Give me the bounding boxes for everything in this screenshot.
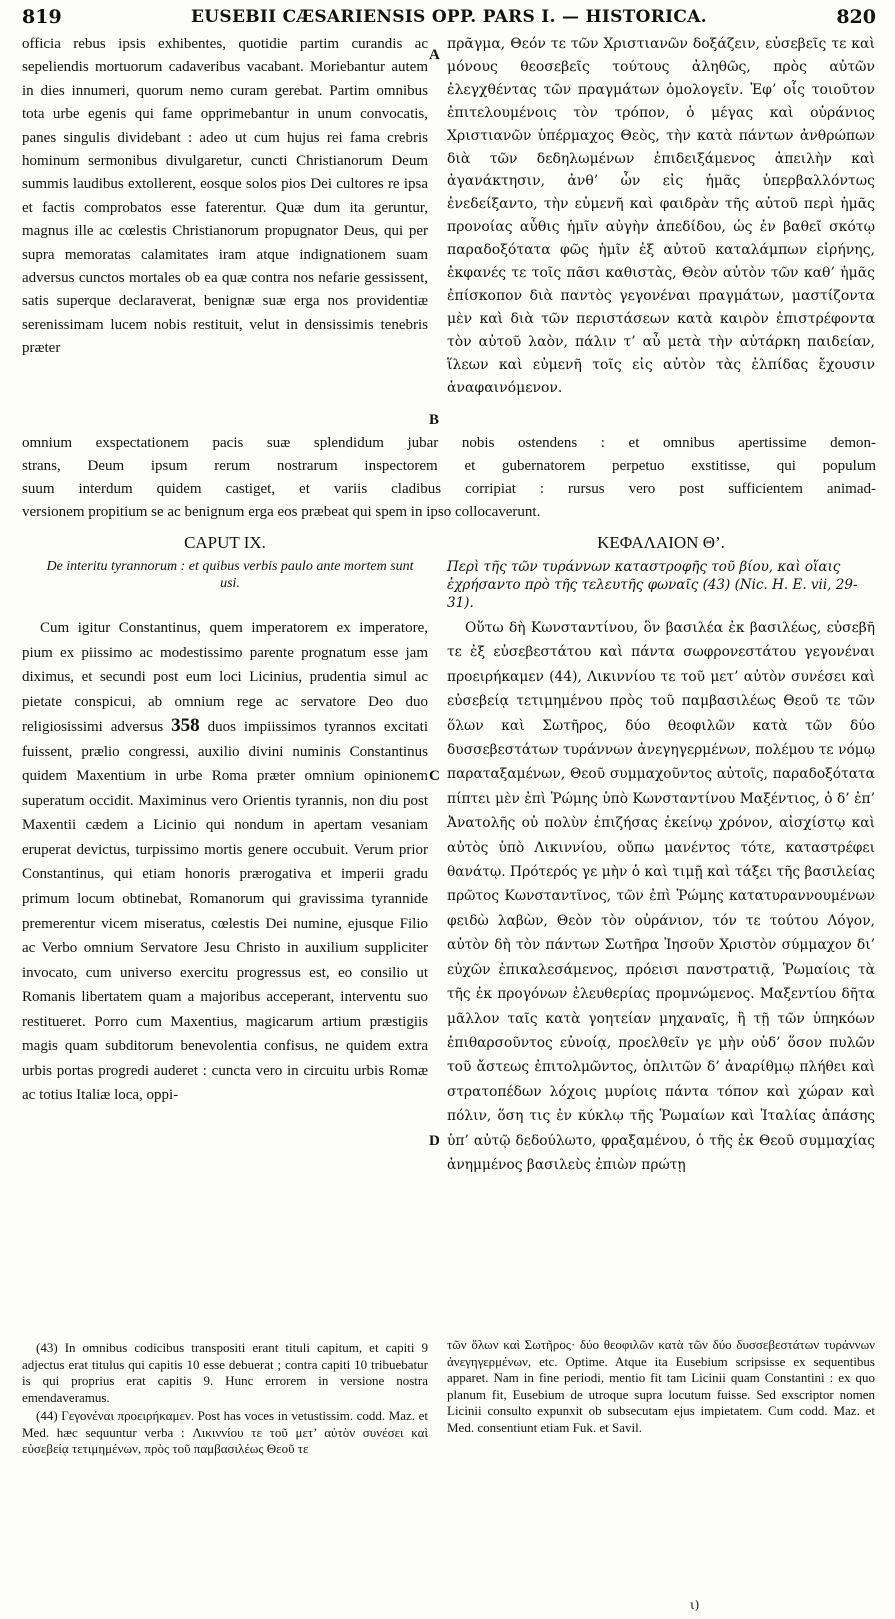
footnotes-left bbox=[22, 1340, 428, 1460]
footnotes-right bbox=[447, 1337, 875, 1438]
margin-letter-b: B bbox=[429, 412, 440, 428]
running-title: EUSEBII CÆSARIENSIS OPP. PARS I. — HISTORICA. bbox=[191, 7, 707, 27]
latin-body-column bbox=[22, 616, 428, 1108]
upper-latin-text: officia rebus ipsis exhibentes, quotidie partim curandis ac sepeliendis mortuorum cadaveribus vacabant. Moriebantur autem in dies innumeri, quorum nemo curam gerebat. Partim omnibus tota urbe egenis qui fame opprimebantur in unum convocatis, panes singulis dividebant : adeo ut cum hujus rei fama crebris hominum sermonibus divulgaretur, cuncti Christianorum Deum summis laudibus extollerent, eosque solos pios Dei cultores re ipsa et factis comprobatos esse faterentur. Quæ dum ita geruntur, magnus ille ac cœlestis Christianorum propugnator Deus, qui per supra memoratas calamitates iram atque indignationem suam adversus cunctos mortales ob ea quæ contra nos nefarie gessissent, satis superque declaraverat, benignæ suæ erga nos providentiæ serenissimam lucem nobis restituit, velut in densissimis tenebris præter bbox=[22, 36, 428, 357]
chapter-heading-latin: CAPUT IX. bbox=[184, 533, 266, 552]
upper-greek-text: πρᾶγμα, Θεόν τε τῶν Χριστιανῶν δοξάζειν, εὐσεβεῖς τε καὶ μόνους θεοσεβεῖς τούτους ἀληθῶς, πρὸς αὐτῶν ἐλεγχθέντας τῶν πραγμάτων ὁμολογεῖν. Ἐφ’ οἷς τοιοῦτον ἐπιτελουμένοις τὸν τρόπον, ὁ μέγας καὶ οὐράνιος Χριστιανῶν ὑπέρμαχος Θεὸς, τὴν κατὰ πάντων ἀνθρώπων διὰ τῶν δεδηλωμένων ἐπιδειξάμενος ἀπειλὴν καὶ ἀγανάκτησιν, ἀνθ’ ὧν εἰς ἡμᾶς ὑπερβαλλόντως ἐνεδείξαντο, τὴν εὐμενῆ καὶ φαιδρὰν τῆς αὐτοῦ περὶ ἡμᾶς προνοίας αὖθις ἡμῖν αὐγὴν ἀπεδίδου, ὡς ἐν βαθεῖ σκότῳ παραδοξότατα φῶς ἡμῖν ἐξ αὐτοῦ καταλάμπων εἰρήνης, ἐκφανές τε τοῖς πᾶσι καθιστὰς, Θεὸν αὐτὸν τῶν καθ’ ἡμᾶς ἐπίσκοπον διὰ παντὸς γεγονέναι πραγμάτων, μαστίζοντα μὲν καὶ διὰ τῶν περιστάσεων κατὰ καιρὸν ἐπιστρέφοντα τὸν αὐτοῦ λαὸν, πάλιν τ’ αὖ μετὰ τὴν αὐτάρκη παιδείαν, ἵλεων καὶ εὐμενῆ τοῖς εἰς αὐτὸν τὰς ἐλπίδας ἔχουσιν ἀναφαινόμενον. bbox=[447, 36, 875, 396]
bridge-line: versionem propitium se ac benignum erga eos præbeat qui spem in ipso collocaverunt. bbox=[22, 504, 541, 520]
margin-letter-c: C bbox=[429, 768, 440, 784]
chapter-subtitle-latin: De interitu tyrannorum : et quibus verbis paulo ante mortem sunt usi. bbox=[46, 559, 414, 591]
bridge-line: strans, Deum ipsum rerum nostrarum inspectorem et gubernatorem perpetuo exstitisse, qui populum bbox=[22, 458, 876, 474]
latin-body-text: Cum igitur Constantinus, quem imperatorem ex imperatore, pium ex piissimo ac modestissimo parente prognatum esse jam diximus, et secundi post eum loci Licinius, prudentia simul ac pietate conspicui, ab omnium rege ac servatore Deo duo religiosissimi adversus bbox=[22, 620, 428, 736]
page-number-left: 819 bbox=[22, 6, 62, 28]
greek-body-text: Οὕτω δὴ Κωνσταντίνου, ὃν βασιλέα ἐκ βασιλέως, εὐσεβῆ τε ἐξ εὐσεβεστάτου καὶ πάντα σωφρονεστάτου γεγονέναι προειρήκαμεν (44), Λικιννίου τε τοῦ μετ’ αὐτὸν συνέσει καὶ εὐσεβείᾳ τετιμημένου πρὸς τοῦ παμβασιλέως Θεοῦ τε τῶν ὅλων καὶ Σωτῆρος, δύο θεοφιλῶν κατὰ τῶν δύο δυσσεβεστάτων τυράννων ἀνεγηγερμένων, πολέμου τε νόμῳ παραταξαμένων, Θεοῦ συμμαχοῦντος αὐτοῖς, παραδοξότατα πίπτει μὲν ἐπὶ Ῥώμης ὑπὸ Κωνσταντίνου Μαξέντιος, ὁ δ’ ἐπ’ Ἀνατολῆς οὐ πολὺν ἐπιζήσας ἐκείνῳ χρόνον, αἰσχίστῳ καὶ αὐτὸς ὑπὸ Λικιννίου, οὔπω μανέντος τότε, καταστρέφει θανάτῳ. Πρότερός γε μὴν ὁ καὶ τιμῇ καὶ τάξει τῆς βασιλείας πρῶτος Κωνσταντῖνος, τῶν ἐπὶ Ῥώμης κατατυραννουμένων φειδὼ λαβὼν, Θεὸν τὸν οὐράνιον, τόν τε τούτου Λόγον, αὐτὸν δὴ τὸν πάντων Σωτῆρα Ἰησοῦν Χριστὸν σύμμαχον δι’ εὐχῶν ἐπικαλεσάμενος, πρόεισι πανστρατιᾷ, Ῥωμαίοις τὰ τῆς ἐκ προγόνων ἐλευθερίας προμνώμενος. Μαξεντίου δῆτα μᾶλλον ταῖς κατὰ γοητείαν μηχαναῖς, ἢ τῇ τῶν ὑπηκόων ἐπιθαρσοῦντος εὐνοίᾳ, προελθεῖν γε μὴν οὐδ’ ὅσον πυλῶν τοῦ ἄστεως ἐπιτολμῶντος, ὁπλιτῶν δ’ ἀναρίθμῳ πλήθει καὶ στρατοπέδων λόχοις μυρίοις πάντα τόπον καὶ χώραν καὶ πόλιν, ὅση τις ἐν κύκλῳ τῆς Ῥωμαίων καὶ Ἰταλίας ἁπάσης ὑπ’ αὐτῷ δεδούλωτο, φραξαμένου, ὁ τῆς ἐκ Θεοῦ συμμαχίας ἀνημμένος βασιλεὺς ἐπιὼν πρώτῃ bbox=[447, 620, 875, 1173]
margin-letter-d: D bbox=[429, 1133, 440, 1149]
latin-body-text-continued: duos impiissimos tyrannos excitati fuissent, prælio congressi, auxilio divini numinis Constantinus quidem Maxentium in urbe Roma præter omnium opinionem superatum occidit. Maximinus vero Orientis tyrannis, non diu post Maxentii cædem a Licinio qui nondum in apertam vesaniam eruperat devictus, turpissimo mortis genere occubuit. Verum prior Constantinus, qui etiam honoris prærogativa et imperii gradu primum locum obtinebat, Romanorum qui gravissima tyrannide premerentur vicem miseratus, cœlestis Dei numine, ejusque Filio ac Verbo omnium Servatore Jesu Christo in auxilium suppliciter invocato, cum universo exercitu progressus est, eo consilio ut Romanis libertatem quam a majoribus acceperant, interventu suo restitueret. Porro cum Maxentius, magicarum artium præstigiis magis quam subditorum benevolentia confisus, ne quidem extra urbis portas progredi auderet : cuncta vero in circuitu urbis Romæ ac totius Italiæ loca, oppi- bbox=[22, 719, 429, 1104]
column-number: 358 bbox=[171, 715, 200, 737]
footnote-44-continued: τῶν ὅλων καὶ Σωτῆρος· δύο θεοφιλῶν κατὰ τῶν δύο δυσσεβεστάτων τυράννων ἀνεγηγερμένων, etc. Optime. Atque ita Eusebium scripsisse ex sequentibus apparet. Nam in fine periodi, mentio fit tam Licinii quam Constantini : ex quo planum fit, Eusebium de utroque supra locutum fuisse. Sed exscriptor nomen Licinii consulto expunxit ob subsecutam ejus impietatem. Cum codd. Maz. et Med. consentiunt etiam Fuk. et Savil. bbox=[447, 1337, 875, 1435]
page-number-right: 820 bbox=[836, 6, 876, 28]
chapter-heading-greek: ΚΕΦΑΛΑΙΟΝ Θ’. bbox=[597, 533, 725, 552]
chapter-subtitle-greek: Περὶ τῆς τῶν τυράννων καταστροφῆς τοῦ βίου, καὶ οἵαις ἐχρήσαντο πρὸ τῆς τελευτῆς φωναῖς (43) (Nic. H. E. vii, 29-31). bbox=[447, 559, 858, 611]
stray-mark: ι) bbox=[690, 1598, 700, 1612]
bridge-line: omnium exspectationem pacis suæ splendidum jubar nobis ostendens : et omnibus apertissime demon- bbox=[22, 435, 876, 451]
footnote-43: (43) In omnibus codicibus transpositi erant tituli capitum, et capiti 9 adjectus erat titulus qui capitis 10 esse debuerat ; contra capiti 10 tribuebatur is qui proprius erat capitis 9. Hunc errorem in versione nostra emendaveramus. bbox=[22, 1340, 428, 1405]
footnote-44: (44) Γεγονέναι προειρήκαμεν. Post has voces in vetustissim. codd. Maz. et Med. hæc sequuntur verba : Λικιννίου τε τοῦ μετ’ αὐτὸν συνέσει καὶ εὐσεβείᾳ τετιμημένων, πρὸς τοῦ παμβασιλέως Θεοῦ τε bbox=[22, 1408, 428, 1456]
greek-body-column bbox=[447, 616, 875, 1177]
upper-greek-column bbox=[447, 33, 875, 400]
margin-letter-a: A bbox=[429, 47, 440, 63]
bridge-text bbox=[22, 432, 876, 524]
upper-latin-column bbox=[22, 33, 428, 361]
page-header bbox=[22, 6, 876, 32]
bridge-line: suum interdum quidem castiget, et variis cladibus corripiat : rursus vero post sufficientem animad- bbox=[22, 481, 876, 497]
